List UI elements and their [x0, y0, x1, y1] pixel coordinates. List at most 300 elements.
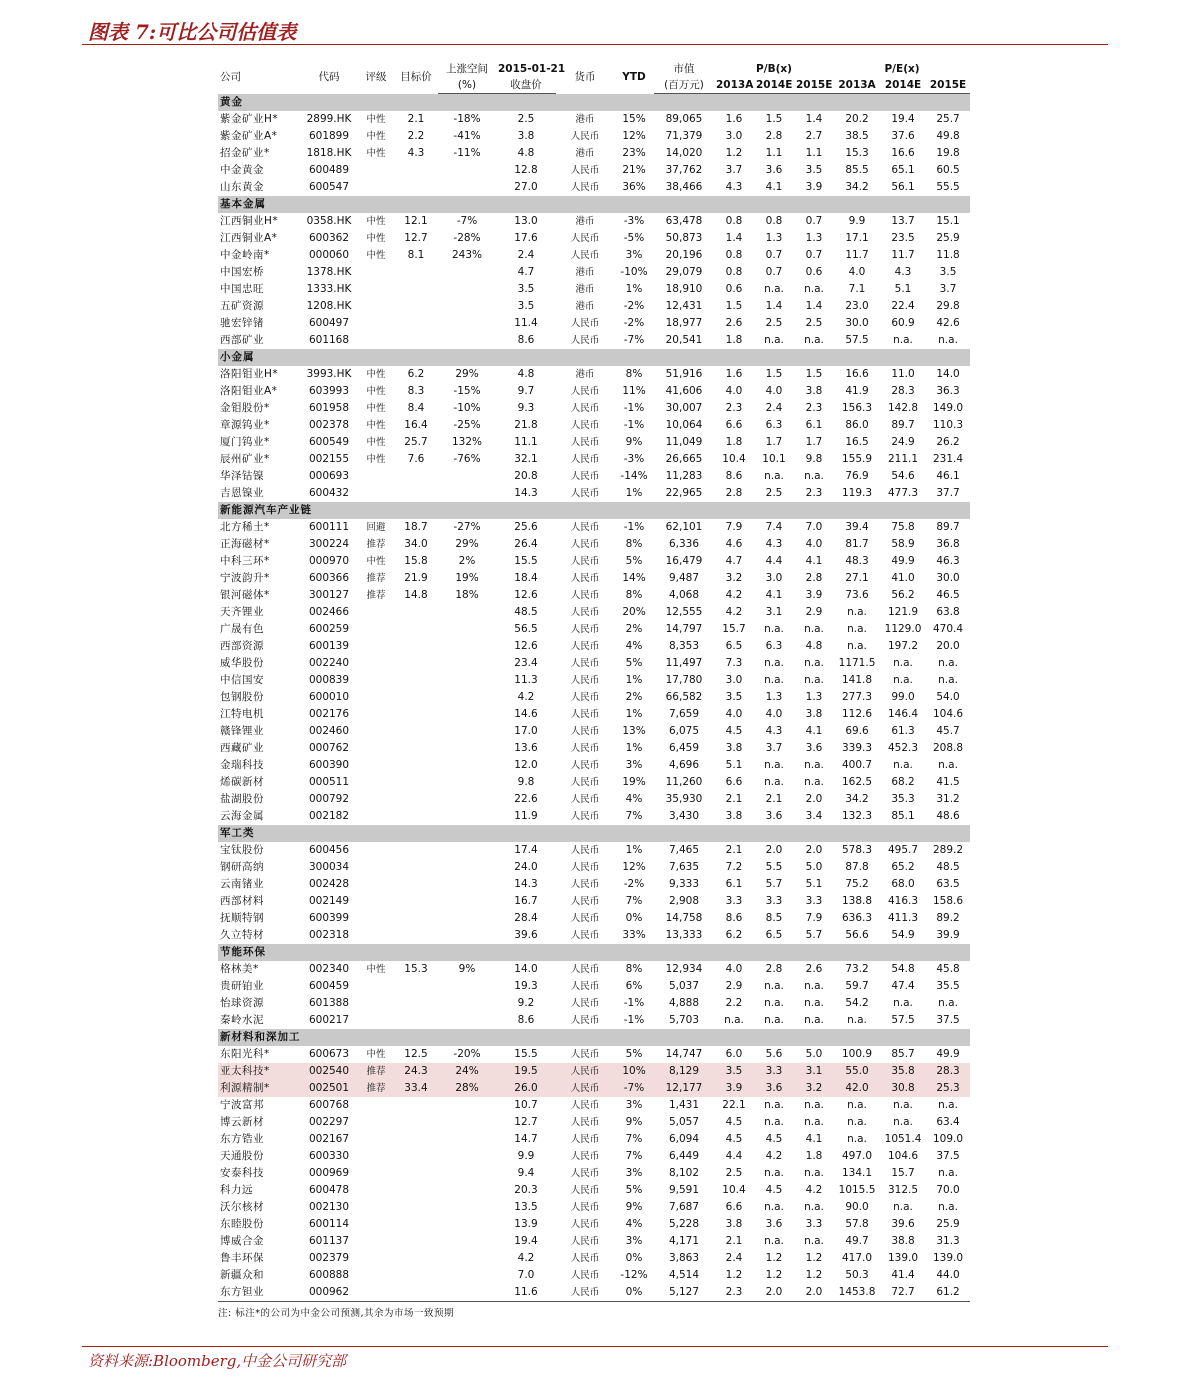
- cell-pe-2015e: 25.9: [936, 1218, 960, 1230]
- cell-company: 钢研高纳: [220, 861, 264, 873]
- cell-company: 鲁丰环保: [220, 1252, 264, 1264]
- cell-pe-2015e: 60.5: [936, 164, 960, 176]
- cell-mktcap: 7,635: [668, 861, 700, 873]
- cell-company: 天齐锂业: [220, 606, 264, 618]
- cell-mktcap: 12,555: [665, 606, 703, 618]
- cell-currency: 人民币: [556, 1063, 614, 1080]
- cell-pe-2015e: 208.8: [933, 742, 964, 754]
- cell-pb-2015e: 3.9: [805, 181, 823, 193]
- table-row: [218, 417, 970, 434]
- cell-ytd: 3%: [625, 1235, 643, 1247]
- cell-company: 紫金矿业H*: [220, 113, 279, 125]
- cell-ytd: 10%: [614, 1063, 654, 1080]
- cell-pe-2013a: 27.1: [845, 572, 869, 584]
- cell-target: [394, 1199, 438, 1216]
- cell-ytd: -10%: [620, 266, 648, 278]
- table-row: [218, 961, 970, 978]
- cell-pb-2013a: 1.4: [725, 232, 743, 244]
- cell-pb-2015e: 7.9: [805, 912, 823, 924]
- cell-close: 4.2: [517, 1252, 535, 1264]
- cell-pe-2014e: 85.7: [891, 1048, 915, 1060]
- cell-currency: 人民币: [570, 454, 600, 465]
- cell-pe-2014e: 146.4: [887, 708, 919, 720]
- cell-pe-2014e: 85.1: [891, 810, 915, 822]
- cell-pe-2014e: 5.1: [894, 283, 912, 295]
- cell-currency: 人民币: [570, 1049, 600, 1060]
- cell-pe-2015e: 63.4: [936, 1116, 960, 1128]
- cell-company: 天通股份: [220, 1150, 264, 1162]
- cell-code: 002428: [308, 878, 350, 890]
- cell-pe-2013a: 277.3: [841, 691, 873, 703]
- cell-ytd: 1%: [625, 742, 643, 754]
- cell-code: 002540: [300, 1063, 358, 1080]
- cell-mktcap: 4,888: [668, 997, 700, 1009]
- cell-upside: [438, 638, 496, 655]
- cell-ytd: -3%: [623, 453, 645, 465]
- cell-close: 22.6: [514, 793, 538, 805]
- table-row: [218, 247, 970, 264]
- cell-rating: [358, 672, 394, 689]
- cell-pb-2015e: n.a.: [804, 1167, 824, 1179]
- cell-pb-2013a: 3.8: [725, 1218, 743, 1230]
- cell-ytd: 5%: [625, 1048, 643, 1060]
- cell-pe-2015e: n.a.: [938, 334, 958, 346]
- cell-company: 洛阳钼业A*: [220, 385, 278, 397]
- cell-target: [394, 1233, 438, 1250]
- cell-pe-2014e: n.a.: [893, 1116, 913, 1128]
- cell-ytd: 6%: [625, 980, 643, 992]
- cell-currency: 人民币: [570, 930, 600, 941]
- cell-upside: [438, 859, 496, 876]
- cell-pb-2013a: 1.8: [725, 436, 743, 448]
- cell-company: 博云新材: [220, 1116, 264, 1128]
- table-note: 注: 标注*的公司为中金公司预测,其余为市场一致预期: [218, 1308, 454, 1319]
- cell-upside: -7%: [456, 215, 478, 227]
- cell-pe-2014e: 56.1: [891, 181, 915, 193]
- cell-pb-2014e: 1.4: [765, 300, 783, 312]
- cell-close: 32.1: [514, 453, 538, 465]
- cell-upside: 18%: [455, 589, 479, 601]
- cell-rating: [358, 1165, 394, 1182]
- cell-ytd: -12%: [620, 1269, 648, 1281]
- cell-target: [394, 638, 438, 655]
- cell-rating: 中性: [366, 556, 386, 567]
- cell-ytd: 2%: [625, 623, 643, 635]
- cell-close: 23.4: [514, 657, 538, 669]
- valuation-table-container: [218, 60, 970, 1319]
- cell-pe-2015e: 89.7: [936, 521, 960, 533]
- col-pb-2013a: 2013A: [714, 77, 754, 94]
- cell-upside: [438, 1267, 496, 1284]
- cell-pb-2015e: 2.8: [805, 572, 823, 584]
- table-row: [218, 570, 970, 587]
- cell-mktcap: 66,582: [665, 691, 703, 703]
- category-label: 基本金属: [218, 196, 970, 213]
- cell-pe-2014e: 30.8: [880, 1080, 926, 1097]
- cell-target: [394, 808, 438, 825]
- cell-pe-2015e: 46.1: [936, 470, 960, 482]
- cell-rating: [358, 315, 394, 332]
- cell-code: 600456: [308, 844, 350, 856]
- col-code: 代码: [318, 71, 340, 84]
- cell-close: 7.0: [517, 1269, 535, 1281]
- table-row: [218, 587, 970, 604]
- cell-code: 1208.HK: [306, 300, 352, 312]
- cell-target: 7.6: [407, 453, 425, 465]
- cell-close: 4.2: [517, 691, 535, 703]
- cell-code: 3993.HK: [306, 368, 352, 380]
- cell-pb-2014e: n.a.: [764, 470, 784, 482]
- cell-code: 600139: [308, 640, 350, 652]
- cell-pe-2015e: 289.2: [933, 844, 964, 856]
- table-row: [218, 332, 970, 349]
- cell-pb-2013a: 3.3: [725, 895, 743, 907]
- cell-pb-2013a: 2.1: [725, 844, 743, 856]
- cell-upside: [438, 621, 496, 638]
- cell-pe-2013a: 9.9: [848, 215, 866, 227]
- table-row: [218, 1063, 970, 1080]
- cell-pb-2015e: 1.3: [805, 232, 823, 244]
- cell-rating: [358, 808, 394, 825]
- cell-currency: 人民币: [570, 692, 600, 703]
- cell-currency: 人民币: [570, 590, 600, 601]
- cell-ytd: -1%: [623, 1014, 645, 1026]
- cell-pb-2013a: 4.3: [725, 181, 743, 193]
- cell-mktcap: 6,459: [668, 742, 700, 754]
- cell-currency: 人民币: [570, 403, 600, 414]
- cell-pe-2013a: 138.8: [841, 895, 873, 907]
- table-row: [218, 604, 970, 621]
- table-row: [218, 1046, 970, 1063]
- cell-close: 26.0: [496, 1080, 556, 1097]
- cell-upside: [438, 808, 496, 825]
- cell-rating: [358, 1250, 394, 1267]
- table-row: [218, 1284, 970, 1302]
- table-row: [218, 536, 970, 553]
- col-currency: 货币: [574, 71, 596, 84]
- cell-ytd: 0%: [614, 1284, 654, 1302]
- cell-pb-2013a: 4.7: [725, 555, 743, 567]
- cell-pb-2015e: 3.4: [805, 810, 823, 822]
- cell-close: 10.7: [514, 1099, 538, 1111]
- cell-ytd: 3%: [625, 1099, 643, 1111]
- cell-mktcap: 5,228: [668, 1218, 700, 1230]
- cell-pb-2015e: n.a.: [804, 776, 824, 788]
- cell-target: 34.0: [404, 538, 428, 550]
- cell-pb-2014e: 0.7: [765, 266, 783, 278]
- cell-currency: 人民币: [570, 1253, 600, 1264]
- cell-rating: 中性: [366, 114, 386, 125]
- cell-close: 12.6: [514, 640, 538, 652]
- cell-rating: [358, 179, 394, 196]
- cell-target: [394, 893, 438, 910]
- cell-company: 包钢股份: [220, 691, 264, 703]
- cell-pe-2015e: 25.9: [936, 232, 960, 244]
- cell-pb-2013a: 8.6: [725, 912, 743, 924]
- cell-pb-2015e: 3.3: [805, 1218, 823, 1230]
- cell-upside: [438, 655, 496, 672]
- table-row: [218, 179, 970, 196]
- cell-code: 000792: [308, 793, 350, 805]
- cell-rating: [358, 1233, 394, 1250]
- cell-company: 西部材料: [220, 895, 264, 907]
- cell-pb-2013a: 4.4: [725, 1150, 743, 1162]
- cell-company: 东阳光科*: [220, 1048, 270, 1060]
- cell-close: 56.5: [514, 623, 538, 635]
- cell-pb-2014e: 4.3: [765, 538, 783, 550]
- cell-pb-2015e: 9.8: [805, 453, 823, 465]
- cell-pb-2013a: 22.1: [722, 1099, 746, 1111]
- cell-pe-2013a: 112.6: [841, 708, 873, 720]
- cell-rating: 中性: [366, 386, 386, 397]
- cell-pb-2013a: 3.9: [714, 1080, 754, 1097]
- cell-ytd: 8%: [625, 538, 643, 550]
- cell-target: [394, 1284, 438, 1302]
- cell-pe-2015e: 61.2: [926, 1284, 970, 1302]
- cell-pb-2015e: 2.3: [805, 487, 823, 499]
- category-row: [218, 94, 970, 112]
- cell-company: 金瑞科技: [220, 759, 264, 771]
- cell-pb-2013a: 2.4: [725, 1252, 743, 1264]
- cell-pe-2015e: 14.0: [936, 368, 960, 380]
- cell-pb-2014e: 4.5: [765, 1184, 783, 1196]
- cell-pe-2013a: 41.9: [845, 385, 869, 397]
- cell-pb-2015e: 3.6: [805, 742, 823, 754]
- cell-pb-2015e: 4.1: [805, 555, 823, 567]
- cell-company: 江西铜业H*: [220, 215, 279, 227]
- cell-rating: 中性: [366, 420, 386, 431]
- cell-rating: [358, 281, 394, 298]
- cell-pb-2013a: 3.7: [725, 164, 743, 176]
- cell-ytd: 1%: [625, 708, 643, 720]
- cell-pb-2014e: 4.0: [765, 708, 783, 720]
- cell-upside: [438, 672, 496, 689]
- category-row: [218, 944, 970, 961]
- cell-upside: [438, 604, 496, 621]
- table-header: [218, 60, 970, 94]
- cell-close: 13.5: [514, 1201, 538, 1213]
- table-row: [218, 451, 970, 468]
- cell-currency: 人民币: [570, 1168, 600, 1179]
- cell-pe-2013a: 162.5: [841, 776, 873, 788]
- cell-pb-2013a: 2.1: [725, 793, 743, 805]
- cell-ytd: 4%: [625, 640, 643, 652]
- table-row: [218, 723, 970, 740]
- cell-mktcap: 13,333: [665, 929, 703, 941]
- cell-target: [394, 281, 438, 298]
- cell-close: 14.3: [514, 487, 538, 499]
- cell-pe-2013a: 81.7: [845, 538, 869, 550]
- cell-pe-2015e: 29.8: [936, 300, 960, 312]
- cell-pe-2014e: 54.6: [891, 470, 915, 482]
- cell-pe-2013a: n.a.: [847, 1099, 867, 1111]
- cell-pb-2013a: 2.8: [725, 487, 743, 499]
- cell-target: [394, 706, 438, 723]
- cell-pb-2013a: 3.0: [725, 674, 743, 686]
- cell-upside: [438, 1012, 496, 1029]
- cell-code: 600459: [308, 980, 350, 992]
- table-row: [218, 876, 970, 893]
- cell-close: 9.2: [517, 997, 535, 1009]
- cell-currency: 人民币: [570, 1236, 600, 1247]
- cell-pb-2013a: 10.4: [722, 1184, 746, 1196]
- cell-upside: [438, 757, 496, 774]
- cell-rating: [358, 995, 394, 1012]
- cell-upside: -20%: [453, 1048, 481, 1060]
- col-ytd: YTD: [622, 71, 646, 84]
- cell-rating: [358, 893, 394, 910]
- cell-pe-2013a: 119.3: [841, 487, 873, 499]
- table-row: [218, 1148, 970, 1165]
- table-row: [218, 1080, 970, 1097]
- cell-pe-2015e: 3.7: [939, 283, 957, 295]
- cell-ytd: 4%: [625, 1218, 643, 1230]
- cell-mktcap: 11,260: [665, 776, 703, 788]
- cell-rating: 中性: [366, 131, 386, 142]
- cell-pb-2014e: n.a.: [764, 283, 784, 295]
- cell-ytd: 9%: [625, 436, 643, 448]
- cell-mktcap: 8,102: [668, 1167, 700, 1179]
- cell-pe-2014e: 142.8: [887, 402, 919, 414]
- cell-pe-2013a: 30.0: [845, 317, 869, 329]
- cell-pe-2014e: 477.3: [887, 487, 919, 499]
- cell-pe-2015e: 44.0: [936, 1269, 960, 1281]
- cell-currency: 人民币: [556, 1080, 614, 1097]
- cell-company: 怡球资源: [220, 997, 264, 1009]
- cell-mktcap: 26,665: [665, 453, 703, 465]
- cell-pb-2014e: 5.7: [765, 878, 783, 890]
- cell-code: 002378: [308, 419, 350, 431]
- cell-pb-2014e: 4.1: [765, 589, 783, 601]
- cell-company: 赣锋锂业: [220, 725, 264, 737]
- cell-currency: 人民币: [570, 641, 600, 652]
- cell-rating: 中性: [366, 454, 386, 465]
- table-row: [218, 910, 970, 927]
- cell-pb-2015e: n.a.: [804, 1116, 824, 1128]
- cell-upside: [438, 179, 496, 196]
- cell-pb-2015e: n.a.: [804, 1014, 824, 1026]
- cell-pe-2014e: 211.1: [887, 453, 919, 465]
- cell-pb-2014e: 1.5: [765, 113, 783, 125]
- cell-currency: 人民币: [570, 981, 600, 992]
- cell-currency: 人民币: [570, 624, 600, 635]
- cell-pe-2013a: 75.2: [845, 878, 869, 890]
- cell-pe-2013a: 134.1: [841, 1167, 873, 1179]
- table-row: [218, 927, 970, 944]
- cell-upside: [438, 910, 496, 927]
- cell-code: 002130: [308, 1201, 350, 1213]
- cell-close: 8.6: [517, 334, 535, 346]
- cell-pe-2015e: 39.9: [936, 929, 960, 941]
- table-row: [218, 774, 970, 791]
- cell-mktcap: 41,606: [665, 385, 703, 397]
- cell-target: [394, 791, 438, 808]
- cell-pb-2015e: n.a.: [804, 674, 824, 686]
- cell-company: 厦门钨业*: [220, 436, 270, 448]
- cell-code: 1333.HK: [306, 283, 352, 295]
- cell-company: 正海磁材*: [220, 538, 270, 550]
- cell-pe-2014e: n.a.: [893, 759, 913, 771]
- cell-target: [394, 332, 438, 349]
- cell-target: 18.7: [404, 521, 428, 533]
- col-pb: P/B(x): [756, 63, 792, 75]
- cell-company: 宁波韵升*: [220, 572, 270, 584]
- cell-pb-2013a: 7.9: [725, 521, 743, 533]
- cell-upside: 29%: [455, 368, 479, 380]
- cell-mktcap: 4,696: [668, 759, 700, 771]
- cell-pb-2015e: 4.8: [805, 640, 823, 652]
- cell-pe-2014e: 452.3: [887, 742, 919, 754]
- cell-currency: 人民币: [570, 1270, 600, 1281]
- col-mktcap-unit: (百万元): [654, 77, 714, 94]
- cell-target: 14.8: [404, 589, 428, 601]
- table-row: [218, 978, 970, 995]
- cell-pe-2015e: 45.7: [936, 725, 960, 737]
- cell-pb-2014e: 6.3: [765, 419, 783, 431]
- cell-company: 盐湖股份: [220, 793, 264, 805]
- cell-pb-2013a: n.a.: [724, 1014, 744, 1026]
- cell-target: 16.4: [404, 419, 428, 431]
- cell-upside: [438, 893, 496, 910]
- category-label: 节能环保: [218, 944, 970, 961]
- cell-pe-2014e: 38.8: [891, 1235, 915, 1247]
- cell-pb-2015e: 1.5: [805, 368, 823, 380]
- cell-ytd: 33%: [622, 929, 646, 941]
- cell-pb-2014e: 2.0: [765, 844, 783, 856]
- cell-pb-2014e: 5.5: [765, 861, 783, 873]
- cell-target: [394, 859, 438, 876]
- cell-code: 1378.HK: [306, 266, 352, 278]
- cell-pb-2015e: 5.1: [805, 878, 823, 890]
- cell-pe-2015e: 36.3: [936, 385, 960, 397]
- cell-pb-2013a: 1.2: [725, 1269, 743, 1281]
- col-upside-unit: (%): [438, 77, 496, 94]
- cell-company: 西部矿业: [220, 334, 264, 346]
- cell-currency: 人民币: [570, 1100, 600, 1111]
- cell-ytd: 7%: [625, 895, 643, 907]
- cell-pe-2014e: 22.4: [891, 300, 915, 312]
- cell-currency: 人民币: [570, 879, 600, 890]
- cell-pe-2014e: 41.0: [891, 572, 915, 584]
- cell-mktcap: 20,541: [665, 334, 703, 346]
- cell-company: 久立特材: [220, 929, 264, 941]
- cell-pb-2013a: 6.2: [725, 929, 743, 941]
- cell-pe-2015e: 149.0: [933, 402, 964, 414]
- cell-pe-2014e: 54.9: [891, 929, 915, 941]
- col-pb-2014e: 2014E: [754, 77, 794, 94]
- cell-pb-2015e: n.a.: [804, 470, 824, 482]
- cell-target: 2.2: [407, 130, 425, 142]
- category-label: 黄金: [218, 94, 970, 112]
- cell-pe-2014e: 56.2: [891, 589, 915, 601]
- cell-pb-2014e: 3.6: [765, 1218, 783, 1230]
- cell-code: 600111: [308, 521, 350, 533]
- cell-currency: 人民币: [570, 250, 600, 261]
- cell-rating: 推荐: [358, 1080, 394, 1097]
- cell-close: 27.0: [514, 181, 538, 193]
- cell-pe-2013a: 15.3: [845, 147, 869, 159]
- cell-upside: [438, 1216, 496, 1233]
- table-row: [218, 842, 970, 859]
- cell-pe-2013a: 48.3: [845, 555, 869, 567]
- cell-target: 2.1: [407, 113, 425, 125]
- cell-currency: 人民币: [570, 913, 600, 924]
- cell-company: 云南锗业: [220, 878, 264, 890]
- cell-pe-2015e: 41.5: [936, 776, 960, 788]
- cell-currency: 人民币: [570, 488, 600, 499]
- cell-pe-2015e: 55.5: [936, 181, 960, 193]
- cell-company: 五矿资源: [220, 300, 264, 312]
